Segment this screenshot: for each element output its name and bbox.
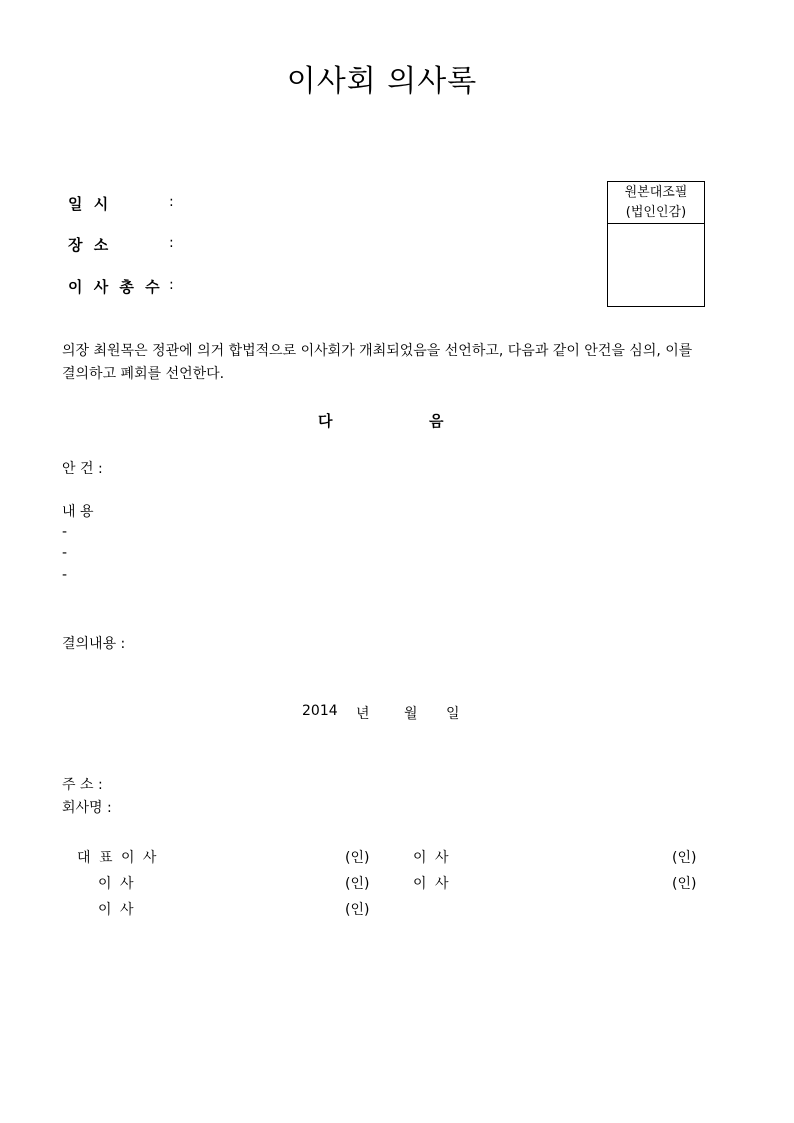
- original-certification-stamp-box: [607, 181, 705, 307]
- directors-count-colon: :: [169, 277, 174, 293]
- director-label: 이 사: [98, 902, 136, 918]
- date-year-unit: 년: [356, 706, 370, 722]
- place-colon: :: [169, 235, 174, 251]
- seal-mark: (인): [672, 850, 697, 866]
- directors-count-label: 이 사 총 수: [68, 278, 163, 296]
- date-month-unit: 월: [404, 706, 418, 722]
- seal-mark: (인): [345, 876, 370, 892]
- content-item: -: [62, 567, 68, 583]
- stamp-subtitle: (법인인감): [625, 205, 687, 220]
- place-label: 장 소: [68, 236, 112, 254]
- director-label: 이 사: [413, 850, 451, 866]
- seal-mark: (인): [345, 902, 370, 918]
- date-label: 일 시: [68, 195, 112, 213]
- resolution-label: 결의내용 :: [62, 636, 126, 652]
- address-label: 주 소 :: [62, 777, 103, 793]
- heading-right-char: 음: [429, 412, 444, 430]
- rep-director-label: 대 표 이 사: [77, 850, 159, 866]
- seal-mark: (인): [672, 876, 697, 892]
- document-title: 이사회 의사록: [286, 64, 478, 99]
- date-year: 2014: [302, 703, 338, 719]
- content-label: 내 용: [62, 504, 94, 520]
- director-label: 이 사: [98, 876, 136, 892]
- stamp-header: [608, 182, 704, 224]
- intro-paragraph: 의장 최원목은 정관에 의거 합법적으로 이사회가 개최되었음을 선언하고, 다음과 같이 안건을 심의, 이를 결의하고 폐회를 선언한다.: [62, 343, 693, 382]
- company-name-label: 회사명 :: [62, 800, 112, 816]
- content-item: -: [62, 545, 68, 561]
- date-day-unit: 일: [446, 706, 460, 722]
- date-colon: :: [169, 194, 174, 210]
- agenda-label: 안 건 :: [62, 461, 103, 477]
- stamp-title: 원본대조필: [624, 185, 688, 200]
- heading-left-char: 다: [318, 412, 333, 430]
- seal-mark: (인): [345, 850, 370, 866]
- content-item: -: [62, 524, 68, 540]
- director-label: 이 사: [413, 876, 451, 892]
